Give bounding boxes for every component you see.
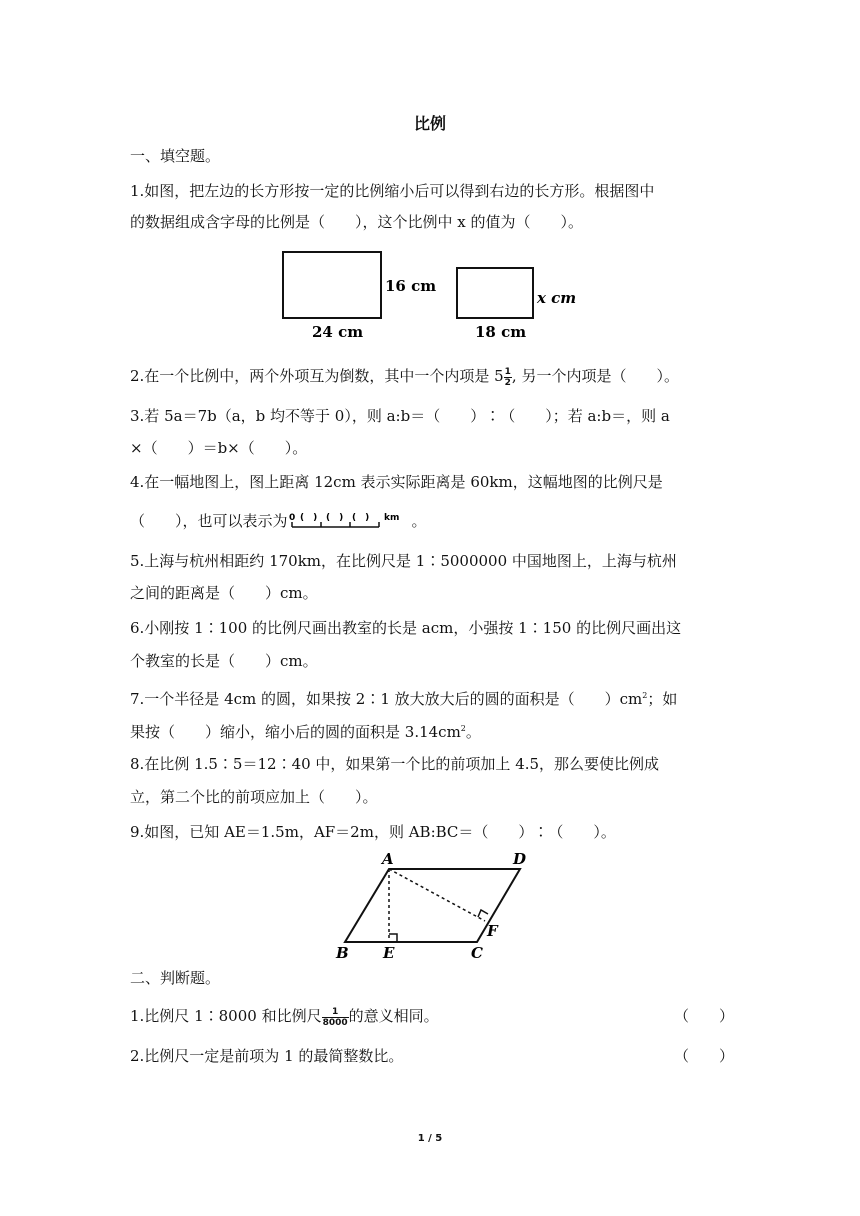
point-e-label: E <box>383 944 395 962</box>
q6-line2: 个教室的长是（ ）cm。 <box>130 652 318 670</box>
q2-text-after: , 另一个内项是（ ）。 <box>511 367 679 385</box>
q4-line2 <box>130 511 427 533</box>
q1-line2: 的数据组成含字母的比例是（ ），这个比例中 x 的值为（ ）。 <box>130 213 583 231</box>
j1-frac-numerator: 1 <box>322 1007 349 1018</box>
left-rectangle <box>283 252 381 318</box>
q7-line1-before: 7.一个半径是 4cm 的圆，如果按 2∶1 放大放大后的圆的面积是（ ）cm <box>130 690 643 708</box>
j2-answer-parens[interactable]: （ ） <box>674 1047 735 1065</box>
scale-zero-label: 0 <box>288 513 295 523</box>
j1-answer-parens[interactable]: （ ） <box>674 1007 735 1025</box>
vertex-d-label: D <box>513 850 527 868</box>
right-angle-mark-e <box>389 934 397 942</box>
left-height-label: 16 cm <box>385 277 437 295</box>
q7-line1-superscript: 2 <box>642 691 648 700</box>
page-number: 1 / 5 <box>417 1133 443 1144</box>
q2-fraction <box>504 367 512 388</box>
q7-line2 <box>130 719 481 742</box>
q7-line1-after: ；如 <box>647 690 678 708</box>
section1-heading: 一、填空题。 <box>130 147 221 165</box>
q1-rectangles-figure <box>270 246 590 344</box>
q4-text-before: （ ），也可以表示为 <box>130 512 288 530</box>
scale-unit-label: km <box>383 513 399 523</box>
q8-line2: 立，第二个比的前项应加上（ ）。 <box>130 788 378 806</box>
q5-line2: 之间的距离是（ ）cm。 <box>130 584 318 602</box>
scale-paren-3: ( ) <box>351 513 369 523</box>
j1-text-before: 1.比例尺 1∶8000 和比例尺 <box>130 1007 322 1025</box>
j1-fraction <box>322 1007 349 1028</box>
q7-line2-before: 果按（ ）缩小，缩小后的圆的面积是 3.14cm <box>130 723 461 741</box>
q3-line2: ×（ ）＝b×（ ）。 <box>130 439 308 457</box>
q7-line2-after: 。 <box>465 723 481 741</box>
q9-line1: 9.如图，已知 AE＝1.5m，AF＝2m，则 AB:BC＝（ ）∶（ ）。 <box>130 823 616 841</box>
page-title: 比例 <box>413 114 446 133</box>
q5-line1: 5.上海与杭州相距约 170km，在比例尺是 1∶5000000 中国地图上，上海与杭州 <box>130 552 677 570</box>
j1-line <box>130 1006 439 1028</box>
q7-line1 <box>130 686 677 709</box>
vertex-a-label: A <box>382 850 394 868</box>
parallelogram-figure <box>330 848 540 964</box>
q4-text-after: 。 <box>411 512 427 530</box>
q8-line1: 8.在比例 1.5∶5＝12∶40 中，如果第一个比的前项加上 4.5，那么要使比例成 <box>130 755 660 773</box>
q1-line1: 1.如图，把左边的长方形按一定的比例缩小后可以得到右边的长方形。根据图中 <box>130 182 655 200</box>
q2-frac-numerator: 1 <box>504 366 511 377</box>
q2-line <box>130 366 679 388</box>
vertex-b-label: B <box>336 944 349 962</box>
j2-line: 2.比例尺一定是前项为 1 的最简整数比。 <box>130 1047 404 1065</box>
right-rectangle <box>457 268 533 318</box>
q3-line1: 3.若 5a＝7b（a，b 均不等于 0），则 a:b＝（ ）∶（ ）；若 a:b＝，则 a <box>130 407 670 425</box>
vertex-c-label: C <box>471 944 483 962</box>
q2-text-before: 2.在一个比例中，两个外项互为倒数，其中一个内项是 5 <box>130 367 504 385</box>
q2-frac-denominator: 2 <box>504 377 511 388</box>
right-height-label: x cm <box>537 289 577 307</box>
point-f-label: F <box>487 922 498 940</box>
section2-heading: 二、判断题。 <box>130 969 221 987</box>
right-angle-mark-f <box>478 910 488 917</box>
left-width-label: 24 cm <box>312 323 364 341</box>
q4-line1: 4.在一幅地图上，图上距离 12cm 表示实际距离是 60km，这幅地图的比例尺是 <box>130 473 663 491</box>
height-af <box>389 869 485 921</box>
line-scale-figure <box>288 511 412 533</box>
q6-line1: 6.小刚按 1∶100 的比例尺画出教室的长是 acm，小强按 1∶150 的比例尺画出这 <box>130 619 682 637</box>
j1-text-after: 的意义相同。 <box>348 1007 439 1025</box>
q7-line2-superscript: 2 <box>460 724 466 733</box>
j1-frac-denominator: 8000 <box>322 1017 348 1028</box>
scale-paren-2: ( ) <box>325 513 343 523</box>
scale-paren-1: ( ) <box>299 513 317 523</box>
right-width-label: 18 cm <box>475 323 527 341</box>
